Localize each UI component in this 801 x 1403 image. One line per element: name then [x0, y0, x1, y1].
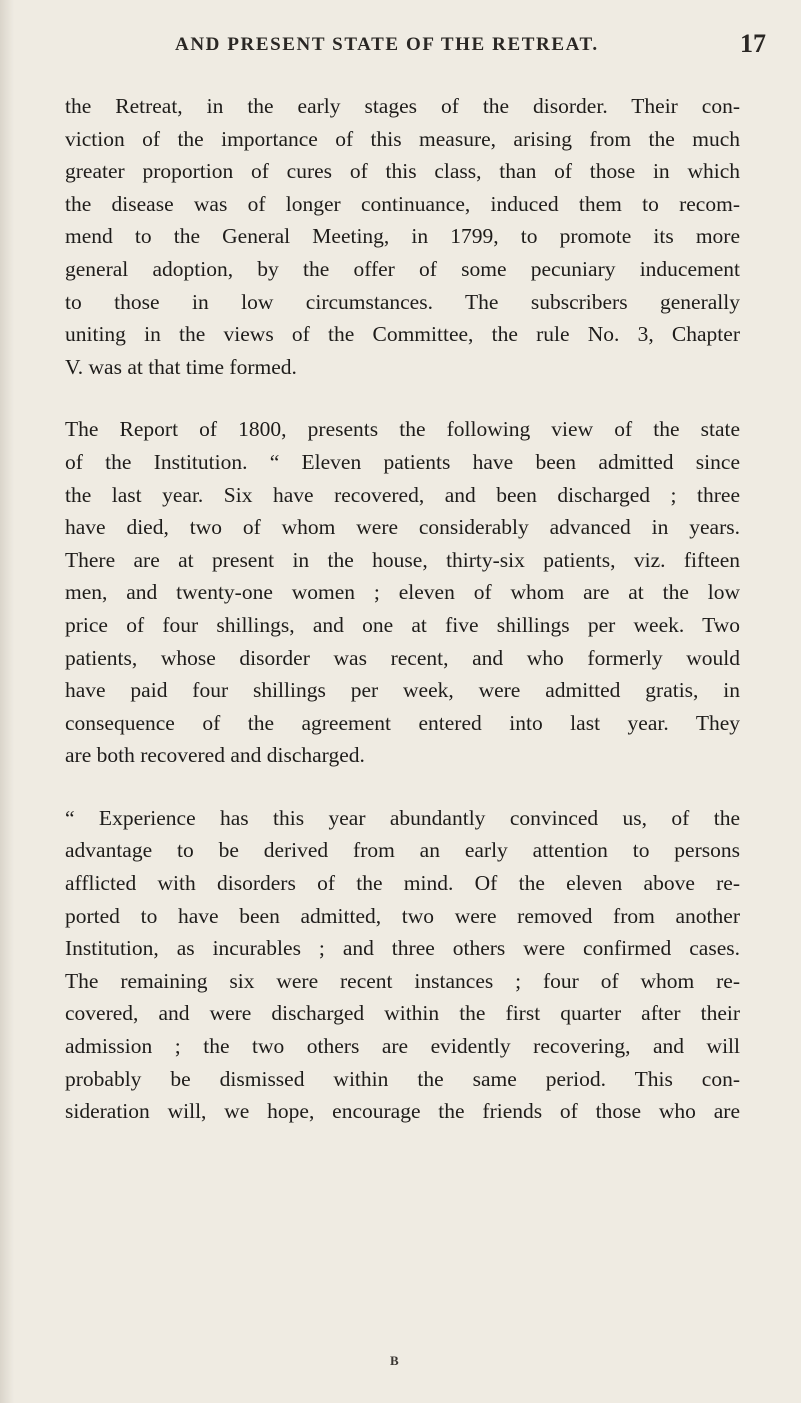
text-line: consequence of the agreement entered into last year. They — [65, 710, 740, 735]
text-line: price of four shillings, and one at five shillings per week. Two — [65, 612, 740, 637]
text-line: afflicted with disorders of the mind. Of the eleven above re- — [65, 871, 740, 896]
text-line: have died, two of whom were considerably advanced in years. — [65, 515, 740, 540]
text-line: the disease was of longer continuance, induced them to recom- — [65, 191, 740, 216]
text-line: mend to the General Meeting, in 1799, to promote its more — [65, 224, 740, 249]
text-line: probably be dismissed within the same period. This con- — [65, 1066, 740, 1091]
text-line: V. was at that time formed. — [65, 354, 297, 379]
text-line: men, and twenty-one women ; eleven of whom are at the low — [65, 580, 740, 605]
text-line: sideration will, we hope, encourage the friends of those who are — [65, 1099, 740, 1124]
text-line: of the Institution. “ Eleven patients have been admitted since — [65, 449, 740, 474]
text-line: viction of the importance of this measure, arising from the much — [65, 126, 740, 151]
text-line: have paid four shillings per week, were admitted gratis, in — [65, 678, 740, 703]
text-line: advantage to be derived from an early attention to persons — [65, 838, 740, 863]
text-line: general adoption, by the offer of some pecuniary inducement — [65, 256, 740, 281]
running-head: AND PRESENT STATE OF THE RETREAT. — [175, 34, 599, 55]
paragraph-3 — [65, 802, 740, 1128]
text-line: patients, whose disorder was recent, and who formerly would — [65, 645, 740, 670]
text-line: The Report of 1800, presents the following view of the state — [65, 417, 740, 442]
text-line: the last year. Six have recovered, and been discharged ; three — [65, 482, 740, 507]
page-number: 17 — [740, 29, 766, 58]
text-line: uniting in the views of the Committee, the rule No. 3, Chapter — [65, 322, 740, 347]
text-line: There are at present in the house, thirty-six patients, viz. fifteen — [65, 547, 740, 572]
signature-mark: B — [390, 1353, 400, 1368]
text-line: covered, and were discharged within the first quarter after their — [65, 1001, 740, 1026]
text-line: ported to have been admitted, two were removed from another — [65, 903, 740, 928]
text-line: “ Experience has this year abundantly convinced us, of the — [65, 805, 740, 830]
text-line: are both recovered and discharged. — [65, 743, 365, 768]
text-line: the Retreat, in the early stages of the disorder. Their con- — [65, 94, 740, 118]
paragraph-2 — [65, 413, 740, 772]
text-line: greater proportion of cures of this class, than of those in which — [65, 159, 740, 184]
text-line: The remaining six were recent instances ; four of whom re- — [65, 968, 740, 993]
text-line: to those in low circumstances. The subscribers generally — [65, 289, 740, 314]
text-line: admission ; the two others are evidently recovering, and will — [65, 1034, 740, 1059]
paragraph-1 — [65, 90, 740, 383]
text-line: Institution, as incurables ; and three others were confirmed cases. — [65, 936, 740, 961]
body-text — [65, 90, 740, 1158]
